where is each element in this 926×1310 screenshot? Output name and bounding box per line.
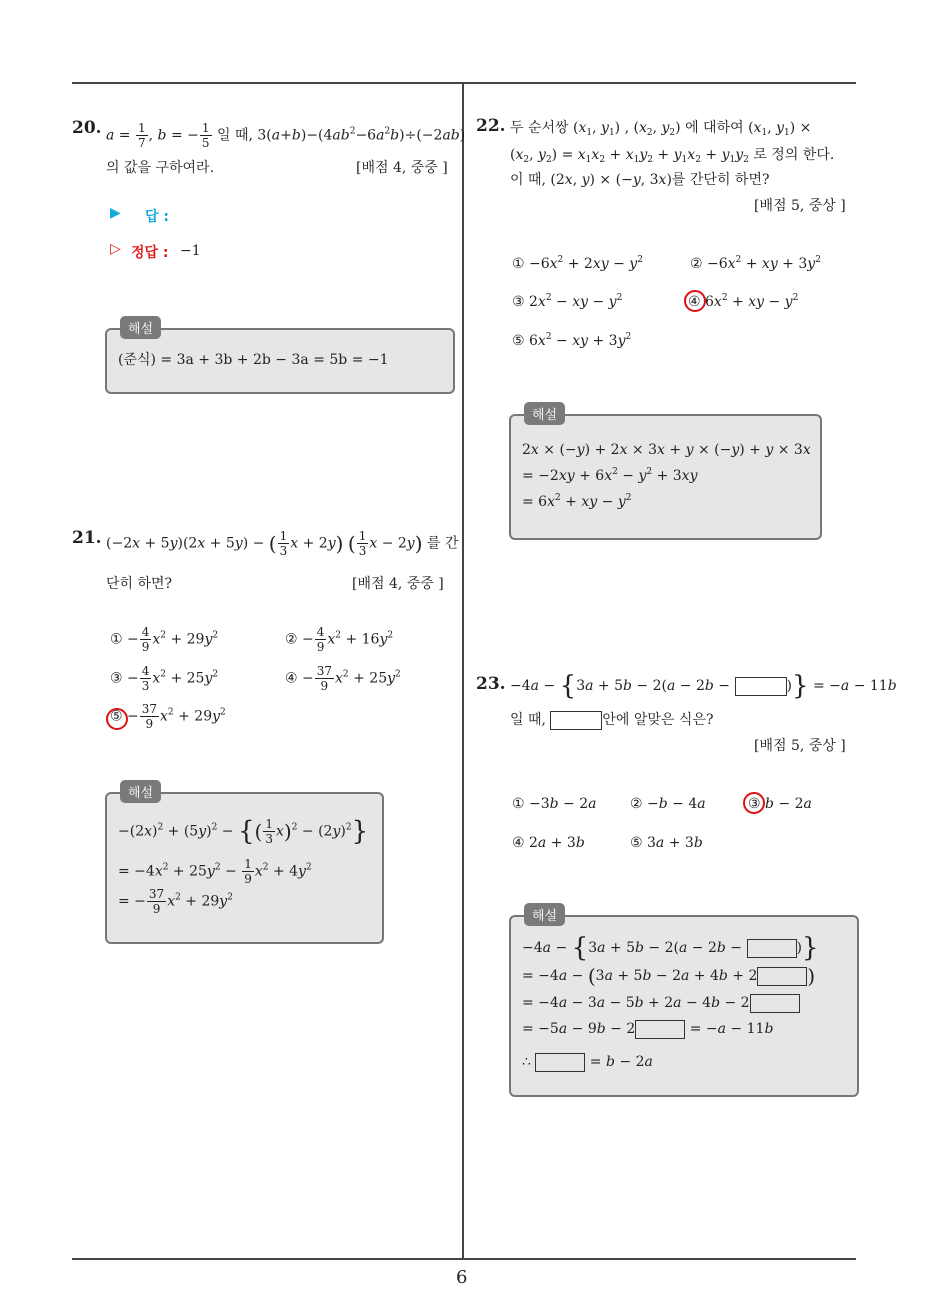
q23-line2-a: 일 때, (510, 712, 546, 728)
q22-line2-tail: 로 정의 한다. (753, 147, 835, 163)
answer-arrow-icon: ▶ (110, 205, 121, 221)
q21-choice-1[interactable]: ① − $\frac{4}{9}$ $x^2 + 29y^2$ (110, 625, 219, 654)
top-rule (72, 82, 856, 84)
q23-line2 (510, 710, 713, 730)
q20-cond-tail: 일 때, (216, 127, 253, 144)
q23-exp-box-1 (747, 939, 797, 958)
q23-explanation-tag: 해설 (524, 903, 565, 926)
q22-choice-2[interactable]: ② $-6x^2$ + xy + $3y^2$ (690, 255, 821, 272)
q20-score: [배점 4, 중중 ] (356, 160, 448, 176)
q23-exp-box-2 (757, 967, 807, 986)
page-number: 6 (456, 1267, 468, 1288)
q22-exp-line3: = $6x^2$ + xy − $y^2$ (522, 493, 632, 510)
correct-arrow-icon: ▷ (110, 241, 121, 257)
q23-choice-2[interactable]: ② −b − 4a (630, 796, 706, 812)
q21-number: 21. (72, 528, 102, 548)
q22-selected-mark (684, 290, 706, 312)
q22-line3-b: 를 간단히 하면? (671, 172, 770, 188)
q23-exp-line2: = −4a − (3a + 5b − 2a + 4b + 2 ) (522, 964, 816, 988)
q23-blank-box (735, 677, 787, 696)
q21-choice-3[interactable]: ③ − $\frac{4}{3}$ $x^2 + 25y^2$ (110, 664, 219, 693)
q23-exp-line5: ∴ = b − 2a (522, 1054, 653, 1070)
q21-tail: 를 간 (426, 535, 459, 552)
q23-selected-mark (743, 792, 765, 814)
q23-blank-box-2 (550, 711, 602, 730)
q22-line3: 이 때, (2x, y) × (−y, 3x)를 간단히 하면? (510, 172, 770, 188)
column-divider (462, 84, 464, 1260)
q23-line2-b: 안에 알맞은 식은? (602, 712, 714, 728)
q21-line1: (−2x + 5y)(2x + 5y) − ( $\frac{1}{3}$ x + 2y) ( $\frac{1}{3}$ x − 2y) 를 간 (106, 529, 459, 558)
q21-choice-5[interactable]: ⑤ − $\frac{37}{9}$ $x^2 + 29y^2$ (110, 702, 226, 731)
q22-choice-5[interactable]: ⑤ $6x^2$ − xy + $3y^2$ (512, 332, 632, 349)
q21-explanation-tag: 해설 (120, 780, 161, 803)
q22-line2: ($x_2$, $y_2) = x_1x_2 + x_1y_2 + y_1x_2 + y_1y_2$ 로 정의 한다. (510, 147, 835, 165)
q20-line1: a = $\frac{1}{7}$ , b = − $\frac{1}{5}$ 일 때, $3(a+b)-(4ab^2-6a^2b)\div(-2ab)$ (106, 121, 466, 150)
q22-line3-a: 이 때, (510, 172, 546, 188)
q22-line1-a: 두 순서쌍 (510, 120, 569, 136)
q23-choice-3[interactable]: ③ b − 2a (748, 796, 812, 812)
q22-exp-line2: = $-2xy + 6x^2 - y^2 + 3xy$ (522, 467, 698, 484)
q22-choice-4[interactable]: ④ $6x^2$ + xy − $y^2$ (688, 293, 799, 310)
q22-score: [배점 5, 중상 ] (754, 198, 846, 214)
q20-number: 20. (72, 118, 102, 138)
q20-answer-label: 답 : (145, 209, 169, 225)
q22-line1: 두 순서쌍 ($x_1$, $y_1$) , ($x_2$, $y_2$) 에 대하여 ($x_1$, $y_1$) × (510, 120, 812, 138)
bottom-rule (72, 1258, 856, 1260)
q22-explanation-tag: 해설 (524, 402, 565, 425)
q21-exp-line2: = $-4x^2 + 25y^2$ − $\frac{1}{9}$ $x^2 + 4y^2$ (118, 857, 312, 886)
q22-number: 22. (476, 116, 506, 136)
q23-score: [배점 5, 중상 ] (754, 738, 846, 754)
q23-exp-box-4 (635, 1020, 685, 1039)
q21-score: [배점 4, 중중 ] (352, 576, 444, 592)
q20-correct-value: −1 (180, 243, 201, 259)
q22-exp-line1: 2x × (−y) + 2x × 3x + y × (−y) + y × 3x (522, 442, 811, 458)
q23-exp-line1: −4a − {3a + 5b − 2(a − 2b − )} (522, 933, 819, 963)
q20-explanation-line: (준식) = 3a + 3b + 2b − 3a = 5b = −1 (118, 352, 389, 368)
q23-choice-1[interactable]: ① −3b − 2a (512, 796, 597, 812)
q20-explanation-tag: 해설 (120, 316, 161, 339)
q23-exp-box-5 (535, 1053, 585, 1072)
q22-choice-3[interactable]: ③ $2x^2$ − xy − $y^2$ (512, 293, 623, 310)
q23-choice-4[interactable]: ④ 2a + 3b (512, 835, 585, 851)
q23-number: 23. (476, 674, 506, 694)
q20-ask: 의 값을 구하여라. (106, 160, 215, 176)
q23-line1: −4a − {3a + 5b − 2(a − 2b − )} = −a − 11b (510, 671, 897, 701)
q21-line2: 단히 하면? (106, 576, 173, 592)
q23-exp-line4: = −5a − 9b − 2 = −a − 11b (522, 1021, 774, 1037)
q23-exp-line3: = −4a − 3a − 5b + 2a − 4b − 2 (522, 993, 800, 1013)
q22-line1-b: 에 대하여 (685, 120, 744, 136)
q21-choice-2[interactable]: ② − $\frac{4}{9}$ $x^2 + 16y^2$ (285, 625, 394, 654)
q23-choice-5[interactable]: ⑤ 3a + 3b (630, 835, 703, 851)
q21-selected-mark (106, 708, 128, 730)
q21-choice-4[interactable]: ④ − $\frac{37}{9}$ $x^2 + 25y^2$ (285, 664, 401, 693)
q22-choice-1[interactable]: ① $-6x^2 + 2xy - y^2$ (512, 255, 643, 272)
q20-correct-label: 정답 : (131, 245, 169, 261)
q21-exp-line1: $-(2x)^2 + (5y)^2$ − {( $\frac{1}{3}$ $x)^2 - (2y)^2$} (118, 816, 369, 847)
q23-exp-box-3 (750, 994, 800, 1013)
q21-exp-line3: = − $\frac{37}{9}$ $x^2 + 29y^2$ (118, 887, 233, 916)
